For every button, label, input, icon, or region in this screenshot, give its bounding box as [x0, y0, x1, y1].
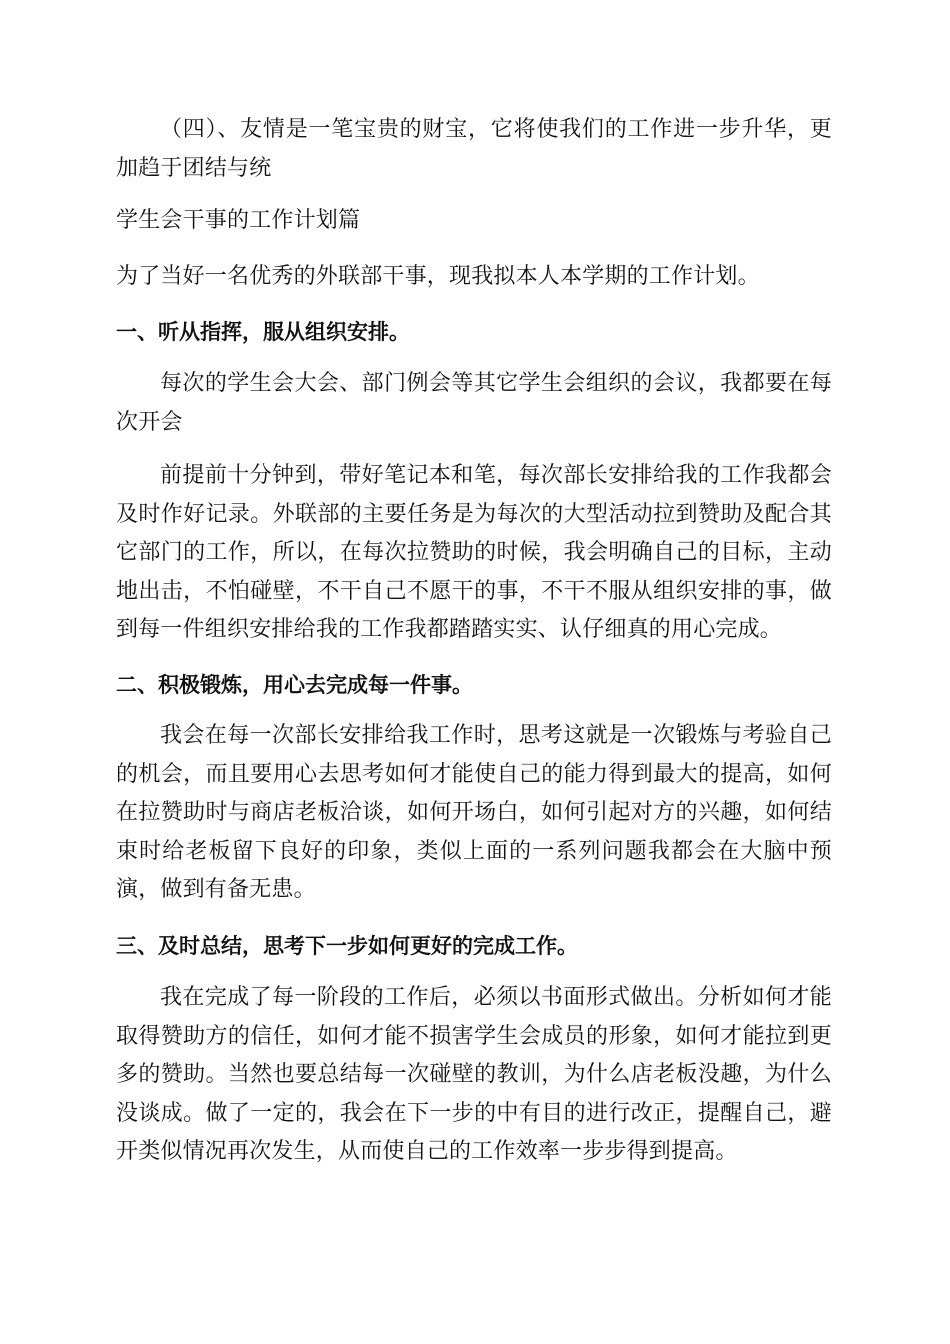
paragraph-intro: 为了当好一名优秀的外联部干事，现我拟本人本学期的工作计划。 — [116, 264, 760, 289]
section-heading-1: 一、听从指挥，服从组织安排。 — [116, 320, 410, 344]
paragraph-duties: 前提前十分钟到，带好笔记本和笔，每次部长安排给我的工作我都会及时作好记录。外联部的主要任务是为每次的大型活动拉到赞助及配合其它部门的工作，所以，在每次拉赞助的时候，我会明确自己的目标，主动地出击，不怕碰壁，不干自己不愿干的事，不干不服从组织安排的事，做到每一件组织安排给我的工作我都踏踏实实、认仔细真的用心完成。 — [116, 463, 832, 643]
paragraph-meetings: 每次的学生会大会、部门例会等其它学生会组织的会议，我都要在每次开会 — [116, 371, 832, 435]
section-heading-3: 三、及时总结，思考下一步如何更好的完成工作。 — [116, 934, 578, 958]
paragraph-practice: 我会在每一次部长安排给我工作时，思考这就是一次锻炼与考验自己的机会，而且要用心去思考如何才能使自己的能力得到最大的提高，如何在拉赞助时与商店老板洽谈，如何开场白，如何引起对方的兴趣，如何结束时给老板留下良好的印象，类似上面的一系列问题我都会在大脑中预演，做到有备无患。 — [116, 723, 832, 903]
paragraph-summary: 我在完成了每一阶段的工作后，必须以书面形式做出。分析如何才能取得赞助方的信任，如何才能不损害学生会成员的形象，如何才能拉到更多的赞助。当然也要总结每一次碰壁的教训，为什么店老板没趣，为什么没谈成。做了一定的，我会在下一步的中有目的进行改正，提醒自己，避开类似情况再次发生，从而使自己的工作效率一步步得到提高。 — [116, 985, 832, 1165]
section-heading-2: 二、积极锻炼，用心去完成每一件事。 — [116, 673, 473, 697]
paragraph-friendship: （四）、友情是一笔宝贵的财宝，它将使我们的工作进一步升华，更加趋于团结与统 — [116, 117, 832, 181]
paragraph-plan-title: 学生会干事的工作计划篇 — [116, 208, 361, 233]
